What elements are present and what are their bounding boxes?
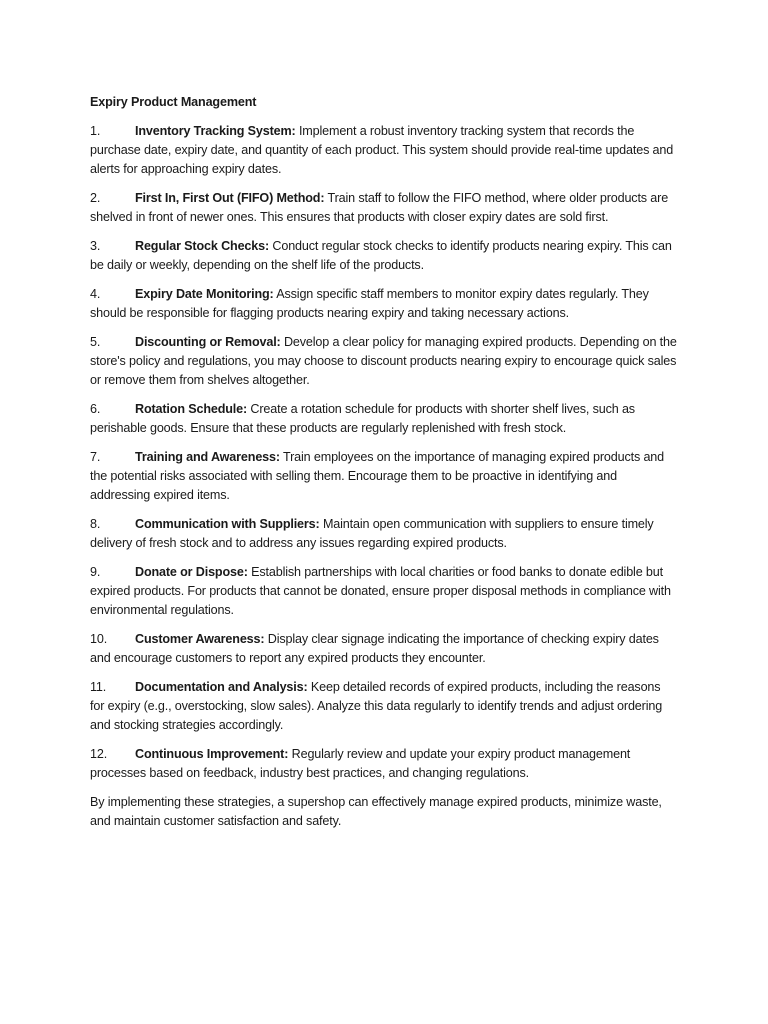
- list-item-number: 8.: [90, 517, 101, 531]
- closing-paragraph: By implementing these strategies, a supershop can effectively manage expired products, minimize waste, and maintain customer satisfaction and safety.: [90, 795, 662, 828]
- list-item-number: 11.: [90, 680, 107, 694]
- list-item-heading: Training and Awareness:: [135, 450, 280, 464]
- list-item-text: Assign specific staff members to monitor expiry dates regularly. They should be responsible for flagging products nearing expiry and taking necessary actions.: [90, 287, 649, 320]
- list-item-heading: Expiry Date Monitoring:: [135, 287, 274, 301]
- list-item: [90, 237, 678, 275]
- list-item-text: Maintain open communication with suppliers to ensure timely delivery of fresh stock and to address any issues regarding expired products.: [90, 517, 654, 550]
- list-item-heading: Continuous Improvement:: [135, 747, 289, 761]
- list-item-number: 12.: [90, 747, 108, 761]
- list-item-heading: Inventory Tracking System:: [135, 124, 296, 138]
- list-item-text: Keep detailed records of expired products, including the reasons for expiry (e.g., overstocking, slow sales). Analyze this data regularly to identify trends and adjust ordering and stocking strategies accordingly.: [90, 680, 663, 732]
- list-item-text: Develop a clear policy for managing expired products. Depending on the store's policy and regulations, you may choose to discount products nearing expiry to encourage quick sales or remove them from shelves altogether.: [90, 335, 677, 387]
- list-item-heading: Rotation Schedule:: [135, 402, 248, 416]
- list-item-number: 6.: [90, 402, 101, 416]
- list-item-number: 7.: [90, 450, 101, 464]
- list-item-number: 1.: [90, 124, 101, 138]
- document-title: Expiry Product Management: [90, 95, 257, 109]
- list-item-heading: Customer Awareness:: [135, 632, 265, 646]
- list-item-heading: First In, First Out (FIFO) Method:: [135, 191, 325, 205]
- list-item-number: 10.: [90, 632, 108, 646]
- list-item-text: Create a rotation schedule for products with shorter shelf lives, such as perishable goods. Ensure that these products are regularly replenished with fresh stock.: [90, 402, 635, 435]
- list-item: [90, 448, 678, 505]
- list-item: [90, 285, 678, 323]
- list-item: [90, 563, 678, 620]
- list-item: [90, 400, 678, 438]
- list-item-heading: Donate or Dispose:: [135, 565, 248, 579]
- list-item: [90, 630, 678, 668]
- strategy-list: [90, 122, 678, 783]
- list-item: [90, 515, 678, 553]
- list-item-heading: Discounting or Removal:: [135, 335, 281, 349]
- list-item: [90, 678, 678, 735]
- document-body: [90, 93, 678, 831]
- list-item: [90, 333, 678, 390]
- list-item-text: Regularly review and update your expiry product management processes based on feedback, industry best practices, and changing regulations.: [90, 747, 631, 780]
- list-item-number: 5.: [90, 335, 101, 349]
- list-item-heading: Documentation and Analysis:: [135, 680, 308, 694]
- list-item-number: 4.: [90, 287, 101, 301]
- list-item: [90, 189, 678, 227]
- list-item-number: 3.: [90, 239, 101, 253]
- list-item-text: Conduct regular stock checks to identify products nearing expiry. This can be daily or weekly, depending on the shelf life of the products.: [90, 239, 672, 272]
- list-item-text: Establish partnerships with local charities or food banks to donate edible but expired products. For products that cannot be donated, ensure proper disposal methods in compliance with environmental regulations.: [90, 565, 671, 617]
- list-item-heading: Communication with Suppliers:: [135, 517, 320, 531]
- list-item-heading: Regular Stock Checks:: [135, 239, 270, 253]
- list-item: [90, 122, 678, 179]
- list-item-text: Display clear signage indicating the importance of checking expiry dates and encourage customers to report any expired products they encounter.: [90, 632, 659, 665]
- list-item: [90, 745, 678, 783]
- list-item-text: Train employees on the importance of managing expired products and the potential risks associated with selling them. Encourage them to be proactive in identifying and addressing expired items.: [90, 450, 665, 502]
- list-item-number: 9.: [90, 565, 101, 579]
- list-item-number: 2.: [90, 191, 101, 205]
- list-item-text: Implement a robust inventory tracking system that records the purchase date, expiry date, and quantity of each product. This system should provide real-time updates and alerts for approaching expiry dates.: [90, 124, 674, 176]
- list-item-text: Train staff to follow the FIFO method, where older products are shelved in front of newer ones. This ensures that products with closer expiry dates are sold first.: [90, 191, 669, 224]
